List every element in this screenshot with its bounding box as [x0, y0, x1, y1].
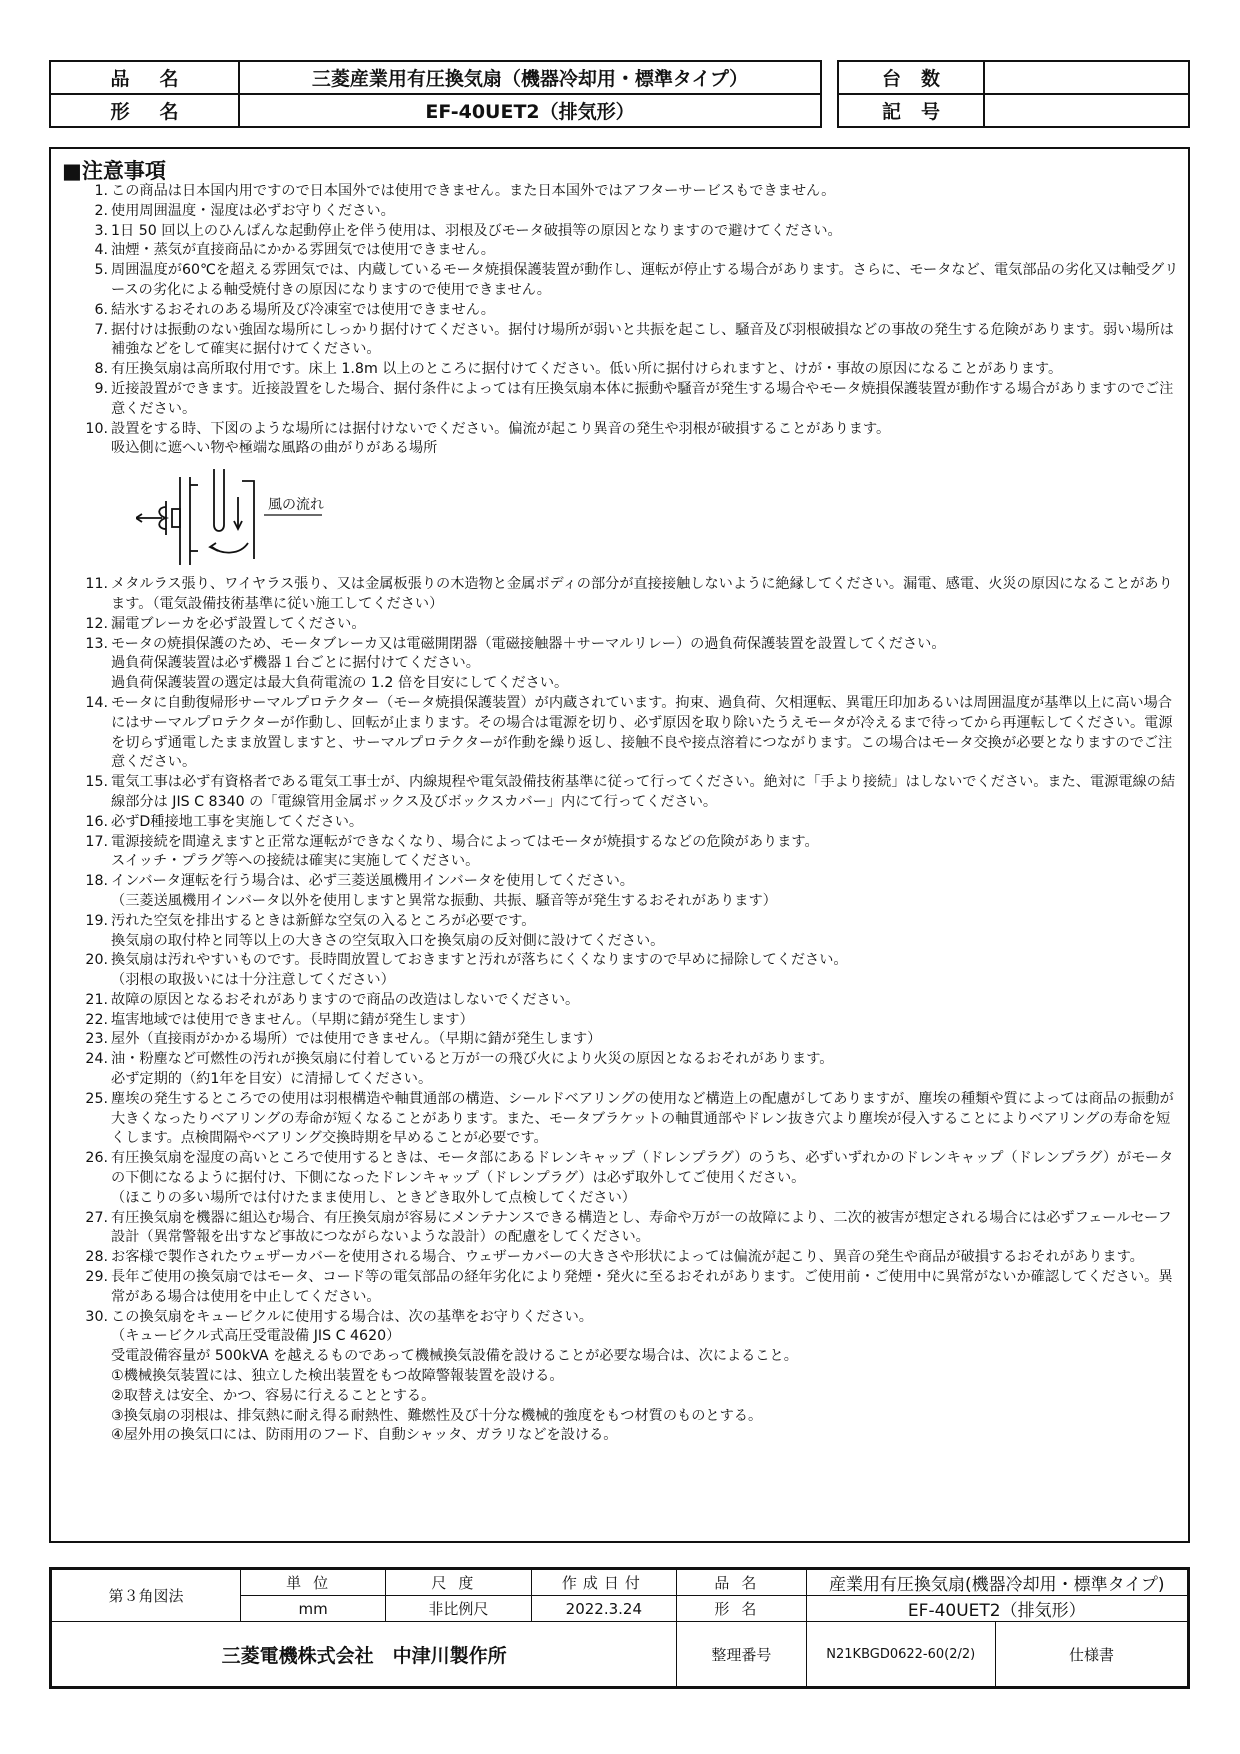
- list-item: [81, 912, 1181, 932]
- list-item: [81, 813, 1181, 833]
- item-sub-text: ③換気扇の羽根は、排気熱に耐え得る耐熱性、難燃性及び十分な機械的強度をもつ材質のものとする。: [111, 1407, 763, 1424]
- list-item: [81, 1308, 1181, 1328]
- item-sub-text: （キュービクル式高圧受電設備 JIS C 4620）: [111, 1328, 401, 1345]
- item-text: 電気工事は必ず有資格者である電気工事士が、内線規程や電気設備技術基準に従って行ってください。絶対に「手より接続」はしないでください。また、電源電線の結線部分は JIS C 8340 の「電線管用金属ボックス及びボックスカバー」内にて行ってください。: [111, 774, 1176, 810]
- list-item: [81, 202, 1181, 222]
- hinmei-value: 三菱産業用有圧換気扇（機器冷却用・標準タイプ）: [239, 61, 821, 94]
- list-item: [81, 1050, 1181, 1070]
- item-text: インバータ運転を行う場合は、必ず三菱送風機用インバータを使用してください。: [111, 873, 634, 890]
- list-item: [81, 1268, 1181, 1308]
- date-label: 作成日付: [531, 1570, 677, 1596]
- item-text: 結氷するおそれのある場所及び冷凍室では使用できません。: [111, 301, 495, 318]
- item-number: 5.: [94, 262, 108, 279]
- item-number: 24.: [85, 1051, 108, 1068]
- item-number: 6.: [94, 301, 108, 318]
- item-sub-text: ②取替えは安全、かつ、容易に行えることとする。: [111, 1387, 436, 1404]
- kigou-value: [984, 94, 1189, 127]
- item-number: 15.: [85, 774, 108, 791]
- list-item: [81, 991, 1181, 1011]
- list-item: [81, 1149, 1181, 1189]
- list-item: [81, 575, 1181, 615]
- list-item: [81, 1030, 1181, 1050]
- item-number: 23.: [85, 1031, 108, 1048]
- item-text: 油・粉塵など可燃性の汚れが換気扇に付着していると万が一の飛び火により火災の原因となるおそれがあります。: [111, 1051, 834, 1068]
- date-value: 2022.3.24: [531, 1596, 677, 1622]
- item-number: 4.: [94, 242, 108, 259]
- list-item: [81, 360, 1181, 380]
- item-number: 3.: [94, 222, 108, 239]
- title-block: [49, 1567, 1190, 1689]
- item-text: 塩害地域では使用できません。（早期に錆が発生します）: [111, 1011, 474, 1028]
- item-number: 20.: [85, 952, 108, 969]
- hinmei-value: 産業用有圧換気扇(機器冷却用・標準タイプ): [806, 1570, 1187, 1596]
- item-text: この商品は日本国内用ですので日本国外では使用できません。また日本国外ではアフターサービスもできません。: [111, 183, 836, 199]
- item-number: 22.: [85, 1011, 108, 1028]
- item-text: 漏電ブレーカを必ず設置してください。: [111, 615, 366, 632]
- daisu-value: [984, 61, 1189, 94]
- list-item: [81, 694, 1181, 773]
- list-item: [81, 833, 1181, 853]
- item-number: 21.: [85, 991, 108, 1008]
- list-item: [81, 380, 1181, 420]
- item-text: 塵埃の発生するところでの使用は羽根構造や軸貫通部の構造、シールドベアリングの使用など構造上の配慮がしてありますが、塵埃の種類や質によっては商品の振動が大きくなったりベアリングの寿命が短くなることがあります。また、モータブラケットの軸貫通部やドレン抜き穴より塵埃が侵入することによりベアリングの寿命を短くします。点検間隔やベアリング交換時期を早めることが必要です。: [111, 1090, 1174, 1147]
- item-sub-text: 過負荷保護装置は必ず機器１台ごとに据付けてください。: [111, 655, 480, 672]
- item-text: 電源接続を間違えますと正常な運転ができなくなり、場合によってはモータが焼損するなどの危険があります。: [111, 833, 819, 850]
- seiri-value: N21KBGD0622-60(2/2): [806, 1622, 995, 1687]
- list-item: [81, 261, 1181, 301]
- item-text: 油煙・蒸気が直接商品にかかる雰囲気では使用できません。: [111, 242, 495, 259]
- item-text: 換気扇は汚れやすいものです。長時間放置しておきますと汚れが落ちにくくなりますので早めに掃除してください。: [111, 952, 848, 969]
- item-number: 25.: [85, 1090, 108, 1107]
- item-text: 有圧換気扇を湿度の高いところで使用するときは、モータ部にあるドレンキャップ（ドレンプラグ）のうち、必ずいずれかのドレンキャップ（ドレンプラグ）がモータの下側になるように据付け、下側になったドレンキャップ（ドレンプラグ）は必ず取外してご使用ください。: [111, 1150, 1174, 1187]
- list-item: [81, 872, 1181, 892]
- list-item: [81, 241, 1181, 261]
- daisu-label: 台数: [838, 61, 984, 94]
- item-sub-text: スイッチ・プラグ等への接続は確実に実施してください。: [111, 853, 480, 870]
- company-name: 三菱電機株式会社 中津川製作所: [52, 1622, 677, 1687]
- list-item: [81, 301, 1181, 321]
- item-text: お客様で製作されたウェザーカバーを使用される場合、ウェザーカバーの大きさや形状によっては偏流が起こり、異音の発生や商品が破損するおそれがあります。: [111, 1249, 1144, 1266]
- katamei-value: EF-40UET2（排気形）: [239, 94, 821, 127]
- seiri-label: 整理番号: [677, 1622, 806, 1687]
- diagram-label: 風の流れ: [268, 497, 324, 514]
- item-number: 8.: [94, 361, 108, 378]
- item-number: 18.: [85, 873, 108, 890]
- item-text: 設置をする時、下図のような場所には据付けないでください。偏流が起こり異音の発生や羽根が破損することがあります。: [111, 420, 891, 437]
- item-sub-text: ④屋外用の換気口には、防雨用のフード、自動シャッタ、ガラリなどを設ける。: [111, 1427, 618, 1444]
- list-item: [81, 635, 1181, 655]
- unit-label: 単位: [240, 1570, 385, 1596]
- item-text: 据付けは振動のない強固な場所にしっかり据付けてください。据付け場所が弱いと共振を起こし、騒音及び羽根破損などの事故の発生する危険があります。弱い場所は補強などをして確実に据付けてください。: [111, 321, 1174, 358]
- list-item: [81, 951, 1181, 971]
- item-sub-text: 過負荷保護装置の選定は最大負荷電流の 1.2 倍を目安にしてください。: [111, 675, 569, 692]
- item-text: 近接設置ができます。近接設置をした場合、据付条件によっては有圧換気扇本体に振動や騒音が発生する場合やモータ焼損保護装置が動作する場合がありますのでご注意ください。: [111, 380, 1174, 417]
- item-number: 13.: [85, 635, 108, 652]
- list-item: [81, 182, 1181, 202]
- katamei-label: 形名: [50, 94, 239, 127]
- list-item: [81, 1011, 1181, 1031]
- item-text: 1日 50 回以上のひんぱんな起動停止を伴う使用は、羽根及びモータ破損等の原因となりますので避けてください。: [111, 222, 842, 239]
- list-item: [81, 321, 1181, 361]
- item-sub-text: （羽根の取扱いには十分注意してください）: [111, 972, 395, 989]
- item-text: 有圧換気扇を機器に組込む場合、有圧換気扇が容易にメンテナンスできる構造とし、寿命や万が一の故障により、二次的被害が想定される場合には必ずフェールセーフ設計（異常警報を出すなど事故につながらないような設計）の配慮をしてください。: [111, 1209, 1172, 1246]
- list-item: [81, 222, 1181, 242]
- notes-title: ■注意事項: [62, 159, 166, 183]
- hinmei-label: 品名: [677, 1570, 806, 1596]
- item-text: 故障の原因となるおそれがありますので商品の改造はしないでください。: [111, 991, 580, 1008]
- item-number: 11.: [85, 576, 108, 593]
- notes-section: [49, 147, 1190, 1543]
- item-number: 19.: [85, 912, 108, 929]
- item-number: 16.: [85, 813, 108, 830]
- item-sub-text: （ほこりの多い場所では付けたまま使用し、ときどき取外して点検してください）: [111, 1189, 636, 1206]
- item-number: 1.: [94, 183, 108, 199]
- list-item: [81, 1209, 1181, 1249]
- item-number: 10.: [85, 420, 108, 437]
- item-number: 28.: [85, 1249, 108, 1266]
- item-text: モータの焼損保護のため、モータブレーカ又は電磁開閉器（電磁接触器＋サーマルリレー）の過負荷保護装置を設置してください。: [111, 635, 946, 652]
- list-item: [81, 1248, 1181, 1268]
- item-text: 必ずD種接地工事を実施してください。: [111, 813, 364, 830]
- item-number: 17.: [85, 833, 108, 850]
- item-text: 周囲温度が60℃を超える雰囲気では、内蔵しているモータ焼損保護装置が動作し、運転が停止する場合があります。さらに、モータなど、電気部品の劣化又は軸受グリースの劣化による軸受焼付きの原因になりますので使用できません。: [111, 262, 1179, 298]
- item-sub-text: （三菱送風機用インバータ以外を使用しますと異常な振動、共振、騒音等が発生するおそれがあります）: [111, 892, 777, 909]
- item-number: 12.: [85, 615, 108, 632]
- item-number: 7.: [94, 321, 108, 338]
- item-text: この換気扇をキュービクルに使用する場合は、次の基準をお守りください。: [111, 1308, 593, 1325]
- list-item: [81, 773, 1181, 813]
- doc-type: 仕様書: [996, 1622, 1188, 1687]
- airflow-diagram: [136, 463, 396, 567]
- item-number: 14.: [85, 694, 108, 711]
- item-text: 屋外（直接雨がかかる場所）では使用できません。（早期に錆が発生します）: [111, 1031, 602, 1048]
- item-sub-text: 吸込側に遮へい物や極端な風路の曲がりがある場所: [111, 440, 438, 457]
- item-sub-text: 受電設備容量が 500kVA を越えるものであって機械換気設備を設けることが必要な場合は、次によること。: [111, 1348, 798, 1365]
- item-number: 27.: [85, 1209, 108, 1226]
- list-item: [81, 615, 1181, 635]
- item-text: 有圧換気扇は高所取付用です。床上 1.8m 以上のところに据付けてください。低い所に据付けられますと、けが・事故の原因になることがあります。: [111, 361, 1063, 378]
- header-table: [49, 60, 822, 130]
- header-count-table: [837, 60, 1190, 130]
- item-text: メタルラス張り、ワイヤラス張り、又は金属板張りの木造物と金属ボディの部分が直接接触しないように絶縁してください。漏電、感電、火災の原因になることがあります。（電気設備技術基準に従い施工してください）: [111, 576, 1173, 612]
- projection-method: 第３角図法: [52, 1570, 241, 1622]
- item-sub-text: ①機械換気装置には、独立した検出装置をもつ故障警報装置を設ける。: [111, 1368, 564, 1385]
- notes-list: [81, 182, 1181, 1446]
- item-text: 使用周囲温度・湿度は必ずお守りください。: [111, 202, 395, 219]
- scale-value: 非比例尺: [386, 1596, 531, 1622]
- item-text: モータに自動復帰形サーマルプロテクター（モータ焼損保護装置）が内蔵されています。拘束、過負荷、欠相運転、異電圧印加あるいは周囲温度が基準以上に高い場合にはサーマルプロテクターが作動し、回転が止まります。その場合は電源を切り、必ず原因を取り除いたうえモータが冷えるまで待ってから再運転してください。電源を切らず通電したまま放置しますと、サーマルプロテクターが作動を繰り返し、接触不良や接点溶着につながります。この場合はモータ交換が必要となりますのでご注意ください。: [111, 694, 1173, 771]
- item-number: 29.: [85, 1269, 108, 1286]
- item-number: 26.: [85, 1150, 108, 1167]
- scale-label: 尺度: [386, 1570, 531, 1596]
- item-number: 9.: [94, 380, 108, 397]
- unit-value: mm: [240, 1596, 385, 1622]
- item-text: 汚れた空気を排出するときは新鮮な空気の入るところが必要です。: [111, 912, 536, 929]
- katamei-value: EF-40UET2（排気形）: [806, 1596, 1187, 1622]
- item-text: 長年ご使用の換気扇ではモータ、コード等の電気部品の経年劣化により発煙・発火に至るおそれがあります。ご使用前・ご使用中に異常がないか確認してください。異常がある場合は使用を中止してください。: [111, 1269, 1173, 1305]
- list-item: [81, 420, 1181, 440]
- hinmei-label: 品名: [50, 61, 239, 94]
- item-sub-text: 換気扇の取付枠と同等以上の大きさの空気取入口を換気扇の反対側に設けてください。: [111, 932, 665, 949]
- item-number: 30.: [85, 1308, 108, 1325]
- list-item: [81, 1090, 1181, 1149]
- item-number: 2.: [94, 202, 108, 219]
- katamei-label: 形名: [677, 1596, 806, 1622]
- kigou-label: 記号: [838, 94, 984, 127]
- item-sub-text: 必ず定期的（約1年を目安）に清掃してください。: [111, 1071, 433, 1088]
